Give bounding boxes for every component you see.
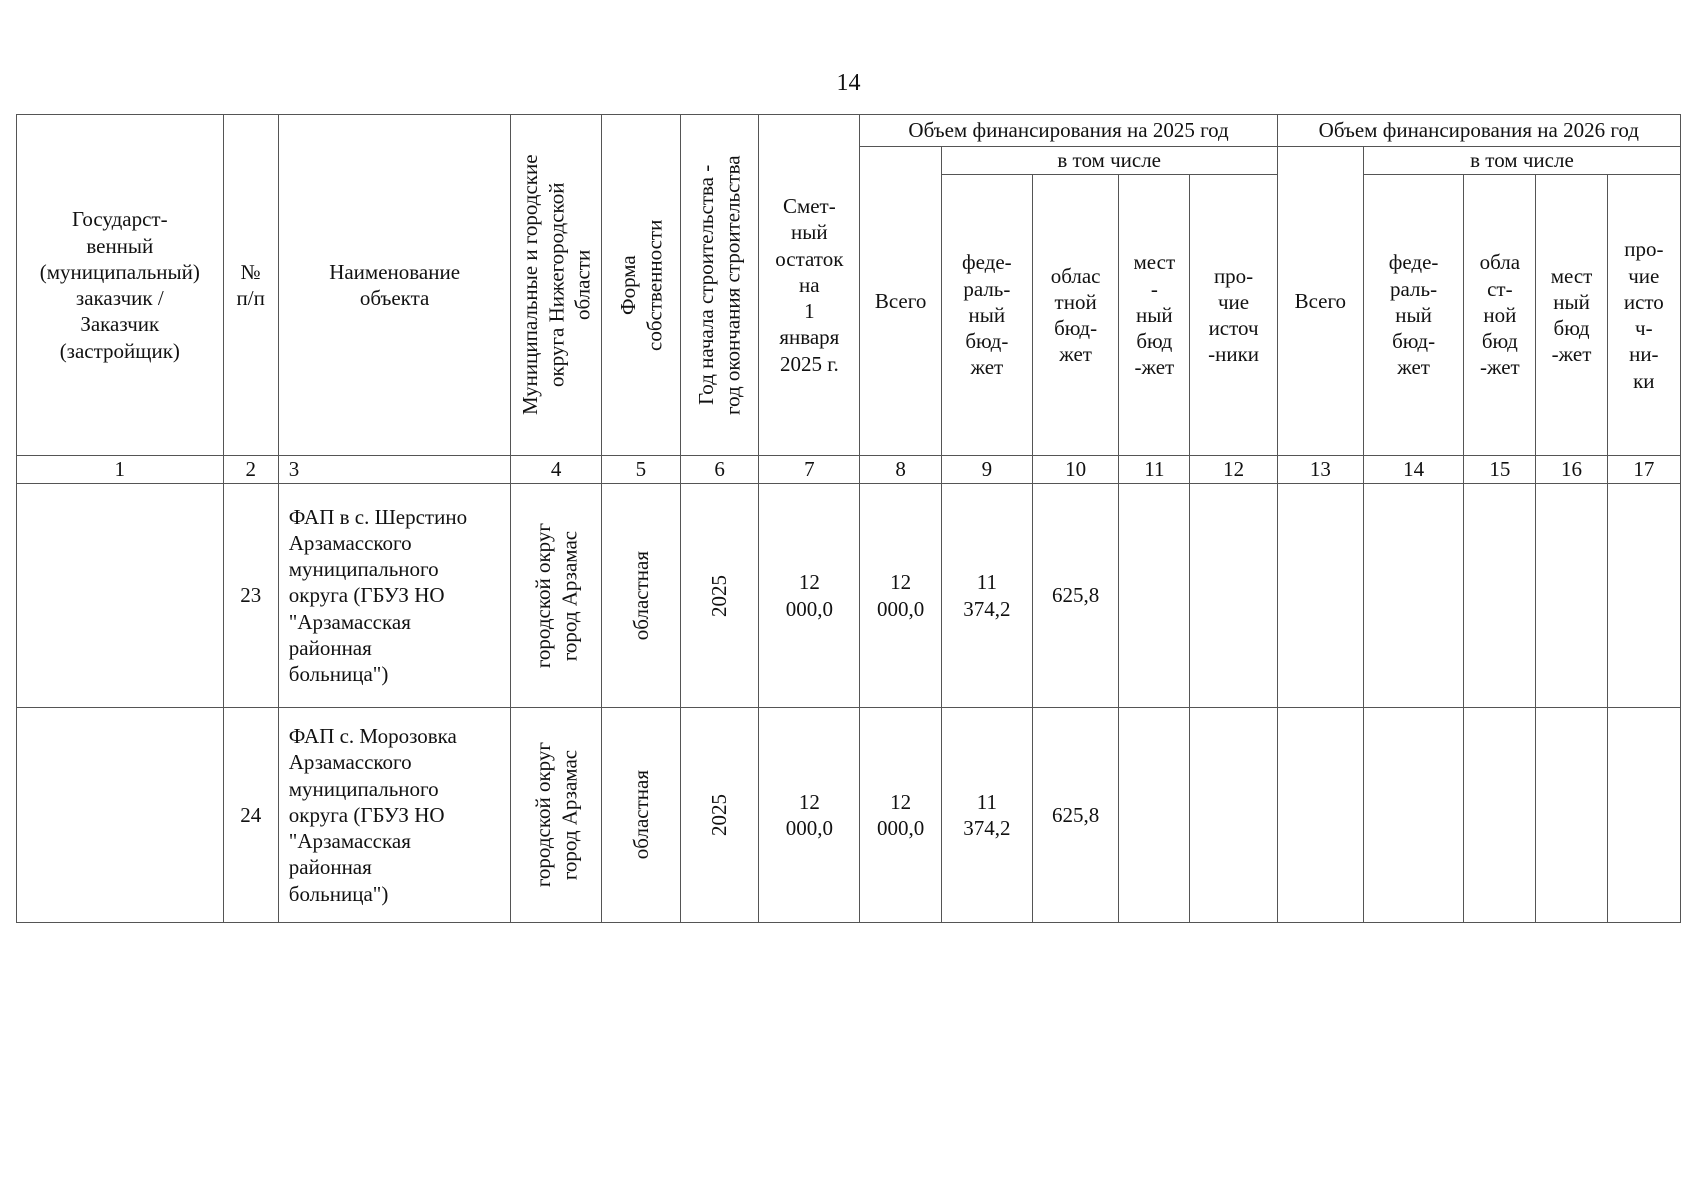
federal-2025-cell: 11 374,2 [941,708,1032,923]
header-federal-2026: феде- раль- ный бюд- жет [1363,175,1463,456]
header-financing-2026: Объем финансирования на 2026 год [1277,115,1680,147]
column-number: 4 [511,456,601,484]
other-2026-cell [1607,484,1680,708]
municipality-text: городской округ город Арзамас [530,742,582,888]
column-number-row [17,456,1681,484]
ownership-text: областная [628,770,653,860]
column-number: 17 [1607,456,1680,484]
total-2026-cell [1277,708,1363,923]
column-number: 1 [17,456,224,484]
ownership-cell [601,484,680,708]
header-total-2025: Всего [860,147,941,456]
ownership-text: областная [628,550,653,641]
column-number: 14 [1363,456,1463,484]
estimate-remainder-cell: 12 000,0 [759,708,860,923]
header-other-2026: про- чие исто ч- ни- ки [1607,175,1680,456]
total-2026-cell [1277,484,1363,708]
total-2025-cell: 12 000,0 [860,484,941,708]
header-local-2025: мест - ный бюд -жет [1119,175,1190,456]
column-number: 10 [1032,456,1118,484]
table-row [17,708,1681,923]
customer-cell [17,708,224,923]
column-number: 16 [1536,456,1607,484]
object-name-cell: ФАП в с. Шерстино Арзамасского муниципального округа (ГБУЗ НО "Арзамасская районная больница") [278,484,511,708]
local-2026-cell [1536,708,1607,923]
header-other-2025: про- чие источ -ники [1190,175,1277,456]
header-estimate-remainder: Смет- ный остаток на 1 января 2025 г. [759,115,860,456]
header-financing-2025: Объем финансирования на 2025 год [860,115,1277,147]
header-number: № п/п [223,115,278,456]
column-number: 2 [223,456,278,484]
header-federal-2025: феде- раль- ный бюд- жет [941,175,1032,456]
column-number: 6 [680,456,758,484]
regional-2025-cell: 625,8 [1032,708,1118,923]
federal-2026-cell [1363,708,1463,923]
header-years [680,115,758,456]
other-2025-cell [1190,708,1277,923]
column-number: 9 [941,456,1032,484]
federal-2026-cell [1363,484,1463,708]
federal-2025-cell: 11 374,2 [941,484,1032,708]
years-cell [680,708,758,923]
investment-table [16,114,1681,923]
regional-2026-cell [1464,484,1536,708]
other-2025-cell [1190,484,1277,708]
header-municipality [511,115,601,456]
column-number: 13 [1277,456,1363,484]
header-years-text: Год начала строительства - год окончания строительства [694,155,745,415]
column-number: 7 [759,456,860,484]
regional-2025-cell: 625,8 [1032,484,1118,708]
total-2025-cell: 12 000,0 [860,708,941,923]
header-regional-2026: обла ст- ной бюд -жет [1464,175,1536,456]
object-name-cell: ФАП с. Морозовка Арзамасского муниципального округа (ГБУЗ НО "Арзамасская районная больница") [278,708,511,923]
municipality-cell [511,708,601,923]
header-municipality-text: Муниципальные и городские округа Нижегородской области [517,154,595,416]
years-text: 2025 [707,574,732,617]
header-ownership-text: Форма собственности [615,219,666,351]
header-including-2025: в том числе [941,147,1277,175]
regional-2026-cell [1464,708,1536,923]
years-text: 2025 [707,794,732,836]
local-2025-cell [1119,484,1190,708]
header-row-1 [17,115,1681,147]
estimate-remainder-cell: 12 000,0 [759,484,860,708]
table-row [17,484,1681,708]
local-2025-cell [1119,708,1190,923]
municipality-text: городской округ город Арзамас [530,522,582,669]
years-cell [680,484,758,708]
row-number-cell: 24 [223,708,278,923]
header-customer: Государст- венный (муниципальный) заказчик / Заказчик (застройщик) [17,115,224,456]
column-number: 11 [1119,456,1190,484]
header-ownership [601,115,680,456]
header-regional-2025: облас тной бюд- жет [1032,175,1118,456]
other-2026-cell [1607,708,1680,923]
row-number-cell: 23 [223,484,278,708]
local-2026-cell [1536,484,1607,708]
investment-table-wrapper [16,114,1681,923]
header-including-2026: в том числе [1363,147,1680,175]
header-local-2026: мест ный бюд -жет [1536,175,1607,456]
header-object-name: Наименование объекта [278,115,511,456]
column-number: 3 [278,456,511,484]
customer-cell [17,484,224,708]
header-total-2026: Всего [1277,147,1363,456]
page-number: 14 [836,70,861,96]
ownership-cell [601,708,680,923]
column-number: 15 [1464,456,1536,484]
column-number: 8 [860,456,941,484]
column-number: 5 [601,456,680,484]
column-number: 12 [1190,456,1277,484]
municipality-cell [511,484,601,708]
